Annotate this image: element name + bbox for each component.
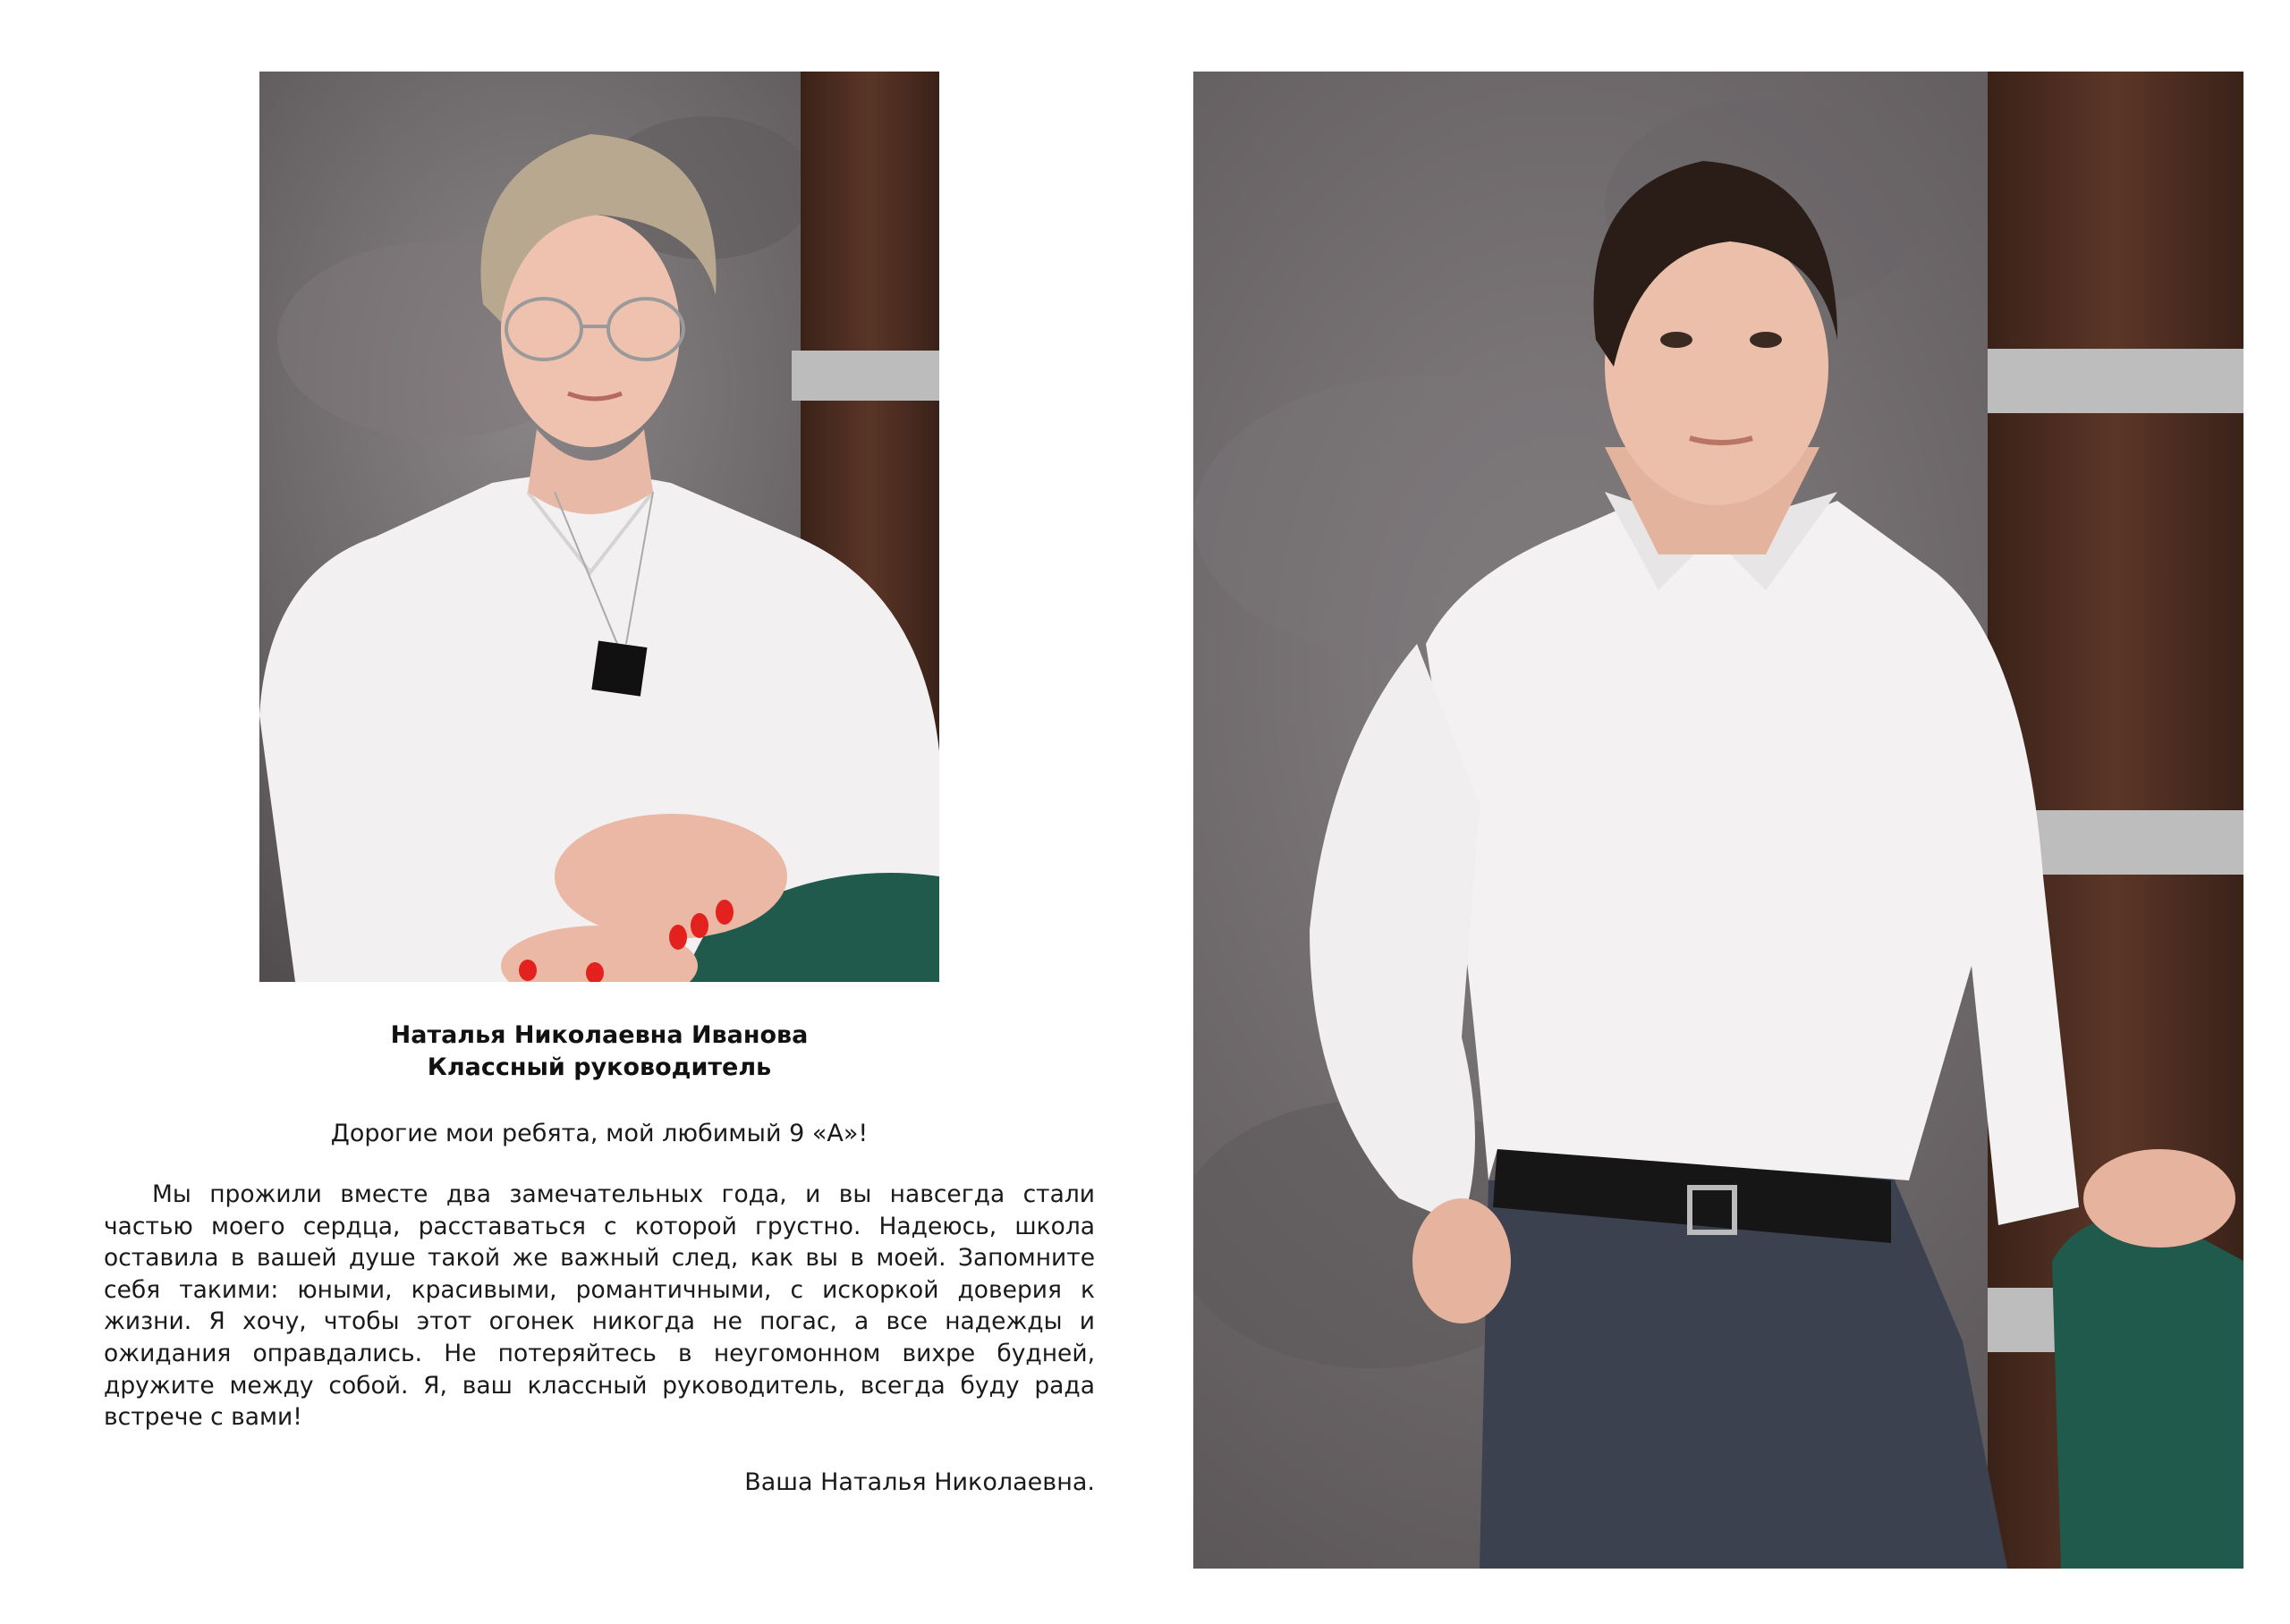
letter-body: Мы прожили вместе два замечательных года, и вы навсегда стали частью моего сердца, расставаться с которой грустно. Надеюсь, школа оставила в вашей душе такой же важный след, как вы в моей. Запомните себя такими: юными, красивыми, романтичными, с искоркой доверия к жизни. Я хочу, чтобы этот огонек никогда не погас, а все надежды и ожидания оправдались. Не потеряйтесь в неугомонном вихре будней, дружите между собой. Я, ваш классный руководитель, всегда буду рада встрече с вами! [104,1180,1095,1432]
letter-greeting: Дорогие мои ребята, мой любимый 9 «А»! [330,1120,869,1147]
letter-signature: Ваша Наталья Николаевна. [744,1468,1095,1496]
teacher-name: Наталья Николаевна Иванова [390,1021,809,1049]
student-portrait-photo [1193,72,2243,1569]
teacher-role: Классный руководитель [427,1053,772,1081]
teacher-portrait-photo [259,72,939,982]
